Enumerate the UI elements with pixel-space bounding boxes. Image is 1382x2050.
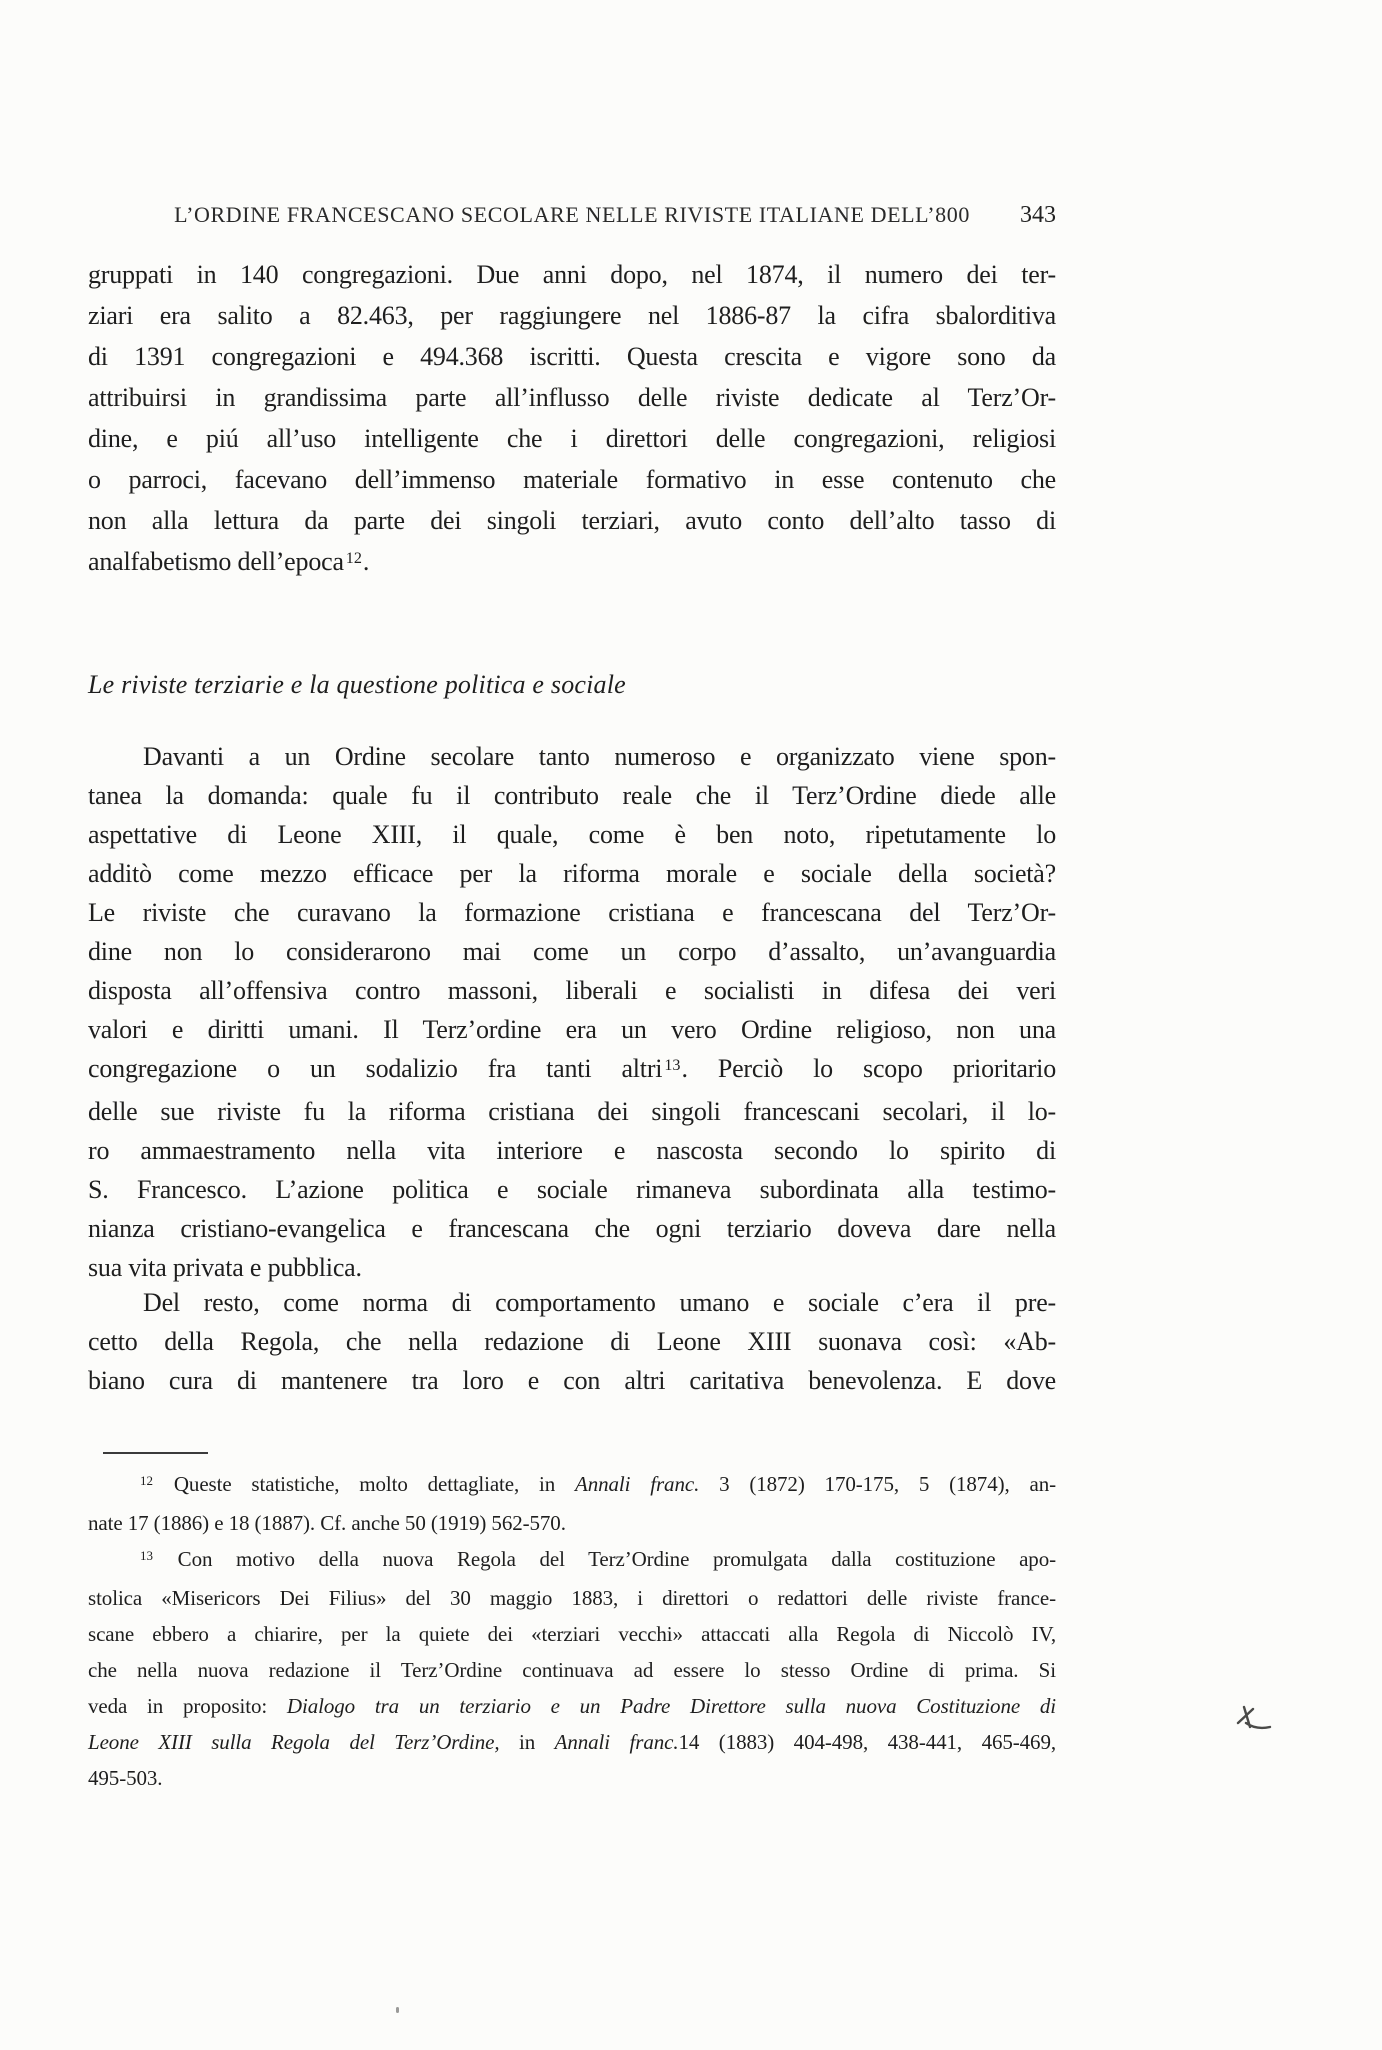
text-line: valori e diritti umani. Il Terz’ordine era un vero Ordine religioso, non una bbox=[88, 1015, 1056, 1044]
text-line: nate 17 (1886) e 18 (1887). Cf. anche 50 (1919) 562-570. bbox=[88, 1511, 566, 1535]
text-line: cetto della Regola, che nella redazione di Leone XIII suonava così: «Ab- bbox=[88, 1327, 1056, 1356]
text-line: $^{12}$ Queste statistiche, molto dettagliate, in Annali franc. 3 (1872) 170-175, 5 (1874), an- bbox=[140, 1472, 1056, 1496]
text-line: dine non lo considerarono mai come un corpo d’assalto, un’avanguardia bbox=[88, 937, 1056, 966]
text-line: Le riviste terziarie e la questione politica e sociale bbox=[88, 670, 626, 699]
text-line: S. Francesco. L’azione politica e sociale rimaneva subordinata alla testimo- bbox=[88, 1175, 1056, 1204]
text-line: attribuirsi in grandissima parte all’influsso delle riviste dedicate al Terz’Or- bbox=[88, 383, 1056, 412]
page-speck bbox=[396, 2007, 399, 2013]
text-line: analfabetismo dell’epoca $^{12}$. bbox=[88, 547, 370, 576]
text-line: Le riviste che curavano la formazione cristiana e francescana del Terz’Or- bbox=[88, 898, 1056, 927]
text-line: tanea la domanda: quale fu il contributo reale che il Terz’Ordine diede alle bbox=[88, 781, 1056, 810]
text-line: ziari era salito a 82.463, per raggiungere nel 1886-87 la cifra sbalorditiva bbox=[88, 301, 1056, 330]
paragraph-closing bbox=[88, 1283, 1056, 1400]
text-line: stolica «Misericors Dei Filius» del 30 maggio 1883, i direttori o redattori delle riviste france- bbox=[88, 1586, 1056, 1610]
text-line: non alla lettura da parte dei singoli terziari, avuto conto dell’alto tasso di bbox=[88, 506, 1056, 535]
running-header bbox=[88, 200, 1056, 230]
running-header-title: L’ORDINE FRANCESCANO SECOLARE NELLE RIVISTE ITALIANE DELL’800 bbox=[174, 202, 970, 227]
text-line: Leone XIII sulla Regola del Terz’Ordine, in Annali franc.14 (1883) 404-498, 438-441, 465-469, bbox=[88, 1730, 1057, 1754]
text-line: scane ebbero a chiarire, per la quiete dei «terziari vecchi» attaccati alla Regola di Niccolò IV, bbox=[88, 1622, 1056, 1646]
footnote-separator-rule bbox=[103, 1452, 208, 1454]
text-line: dine, e piú all’uso intelligente che i direttori delle congregazioni, religiosi bbox=[88, 424, 1056, 453]
text-line: congregazione o un sodalizio fra tanti altri $^{13}$. Perciò lo scopo prioritario bbox=[88, 1054, 1057, 1083]
text-line: o parroci, facevano dell’immenso materiale formativo in esse contenuto che bbox=[88, 465, 1056, 494]
paragraph-opening bbox=[88, 254, 1056, 586]
text-line: $^{13}$ Con motivo della nuova Regola del Terz’Ordine promulgata dalla costituzione apo- bbox=[140, 1547, 1056, 1571]
text-line: gruppati in 140 congregazioni. Due anni dopo, nel 1874, il numero dei ter- bbox=[88, 260, 1056, 289]
pencil-margin-mark bbox=[1234, 1703, 1278, 1737]
text-line: sua vita privata e pubblica. bbox=[88, 1253, 362, 1282]
text-line: ro ammaestramento nella vita interiore e nascosta secondo lo spirito di bbox=[88, 1136, 1056, 1165]
text-line: biano cura di mantenere tra loro e con altri caritativa benevolenza. E dove bbox=[88, 1366, 1056, 1395]
section-heading bbox=[88, 668, 1056, 702]
text-line: che nella nuova redazione il Terz’Ordine continuava ad essere lo stesso Ordine di prima. Si bbox=[88, 1658, 1056, 1682]
text-line: Del resto, come norma di comportamento umano e sociale c’era il pre- bbox=[143, 1288, 1056, 1317]
text-line: aspettative di Leone XIII, il quale, come è ben noto, ripetutamente lo bbox=[88, 820, 1056, 849]
text-line: di 1391 congregazioni e 494.368 iscritti. Questa crescita e vigore sono da bbox=[88, 342, 1056, 371]
text-line: 495-503. bbox=[88, 1766, 163, 1790]
paragraph-main bbox=[88, 737, 1056, 1287]
text-line: delle sue riviste fu la riforma cristiana dei singoli francescani secolari, il lo- bbox=[88, 1097, 1056, 1126]
text-line: additò come mezzo efficace per la riforma morale e sociale della società? bbox=[88, 859, 1056, 888]
text-line: nianza cristiano-evangelica e francescana che ogni terziario doveva dare nella bbox=[88, 1214, 1056, 1243]
page-number: 343 bbox=[1020, 202, 1056, 228]
footnotes bbox=[88, 1466, 1056, 1796]
text-line: veda in proposito: Dialogo tra un terziario e un Padre Direttore sulla nuova Costituzione di bbox=[88, 1694, 1056, 1718]
text-line: Davanti a un Ordine secolare tanto numeroso e organizzato viene spon- bbox=[143, 742, 1056, 771]
text-line: disposta all’offensiva contro massoni, liberali e socialisti in difesa dei veri bbox=[88, 976, 1056, 1005]
